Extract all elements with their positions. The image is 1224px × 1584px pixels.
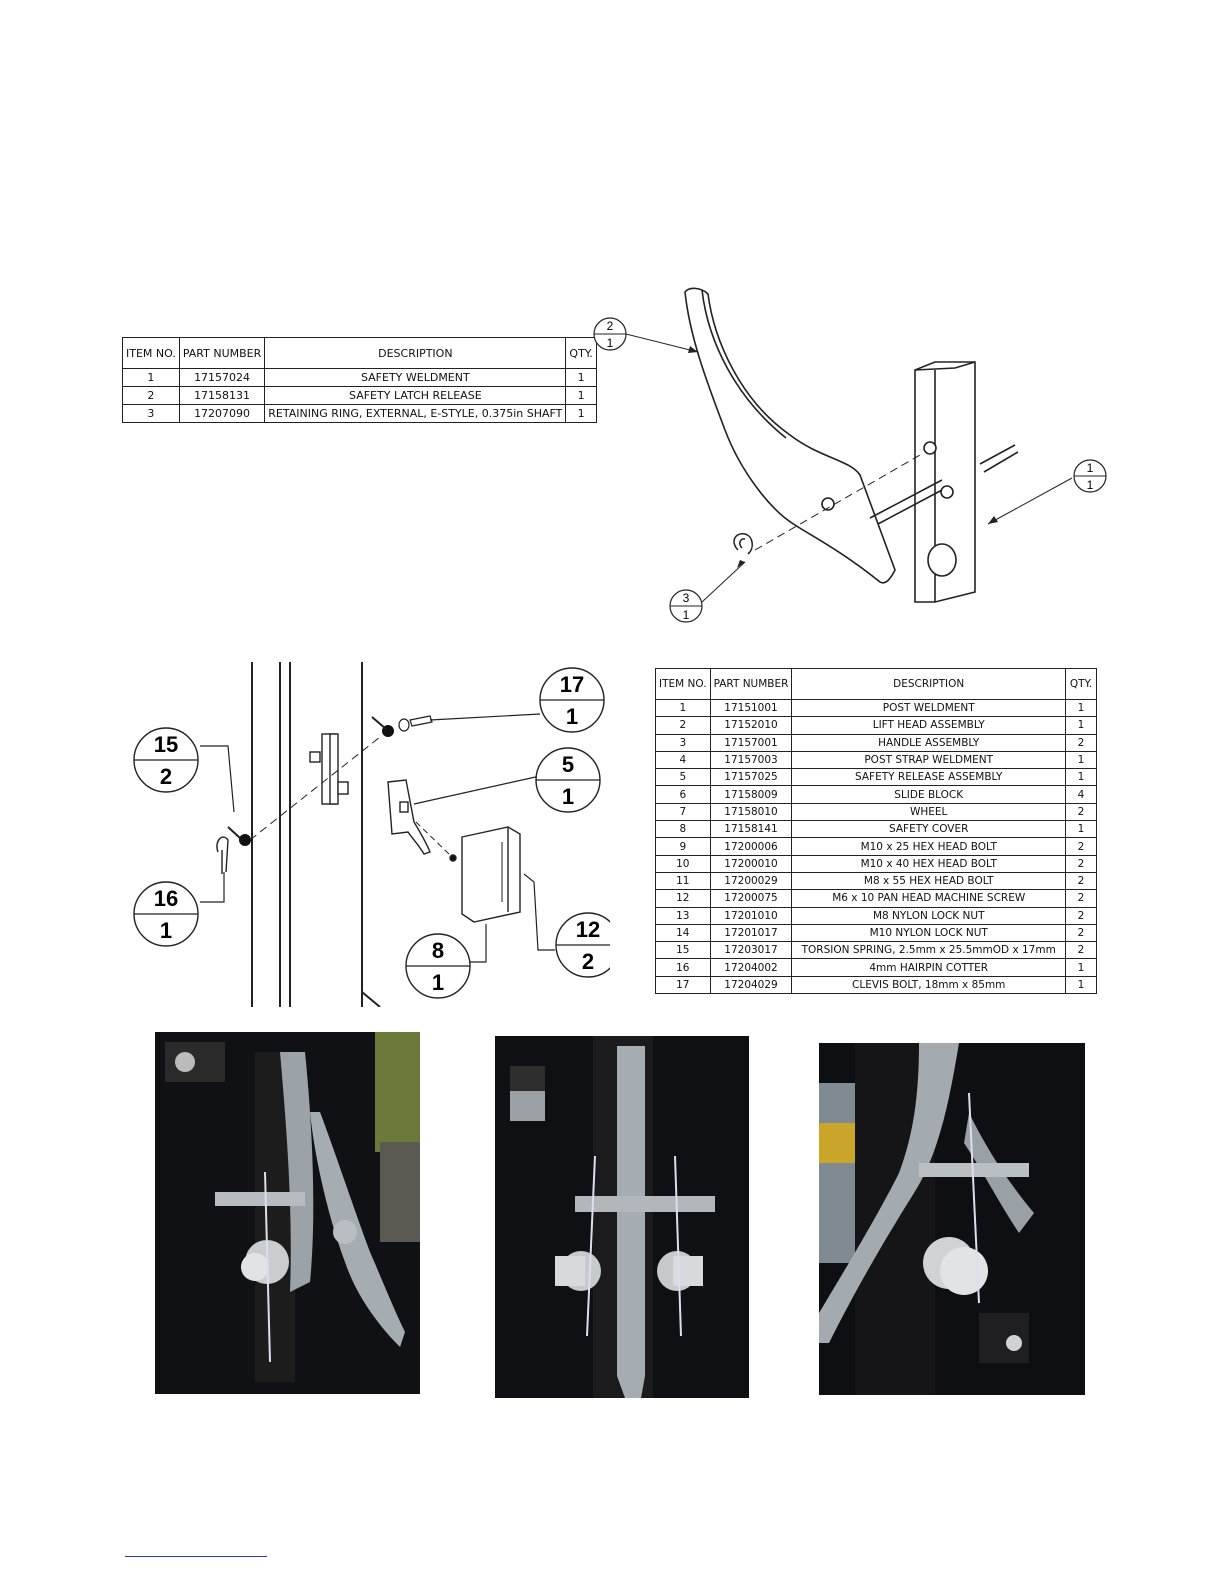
cell-item-no: 6 — [656, 786, 711, 803]
safety-cover-part — [450, 827, 520, 922]
cell-qty: 2 — [1066, 734, 1097, 751]
cell-part-number: 17158141 — [710, 821, 792, 838]
cell-description: M8 NYLON LOCK NUT — [792, 907, 1066, 924]
cell-description: CLEVIS BOLT, 18mm x 85mm — [792, 976, 1066, 993]
cell-item-no: 5 — [656, 769, 711, 786]
cell-item-no: 13 — [656, 907, 711, 924]
table-row — [656, 786, 1097, 803]
safety-latch-photo-right — [819, 1043, 1085, 1395]
cell-qty: 2 — [1066, 803, 1097, 820]
cell-qty: 1 — [566, 369, 596, 387]
table-row — [656, 872, 1097, 889]
cell-item-no: 15 — [656, 942, 711, 959]
cell-qty: 1 — [1066, 976, 1097, 993]
balloon-item-1 — [1074, 460, 1106, 492]
cell-description: TORSION SPRING, 2.5mm x 25.5mmOD x 17mm — [792, 942, 1066, 959]
cell-qty: 1 — [1066, 821, 1097, 838]
cell-part-number: 17158131 — [179, 387, 264, 405]
table-row — [656, 855, 1097, 872]
cell-part-number: 17207090 — [179, 405, 264, 423]
footer-rule — [125, 1556, 267, 1557]
bom-table-safety-assembly — [122, 337, 597, 423]
table-row — [656, 734, 1097, 751]
cell-description: M6 x 10 PAN HEAD MACHINE SCREW — [792, 890, 1066, 907]
column-header-description: DESCRIPTION — [265, 338, 566, 369]
cell-qty: 4 — [1066, 786, 1097, 803]
cell-qty: 1 — [1066, 717, 1097, 734]
svg-text:5: 5 — [561, 752, 575, 777]
column-header-item-no: ITEM NO. — [656, 669, 711, 700]
svg-text:12: 12 — [575, 917, 601, 942]
cell-item-no: 3 — [656, 734, 711, 751]
svg-text:8: 8 — [431, 938, 445, 963]
table-row — [656, 838, 1097, 855]
svg-text:1: 1 — [159, 918, 173, 943]
cell-part-number: 17200075 — [710, 890, 792, 907]
cell-description: POST STRAP WELDMENT — [792, 751, 1066, 768]
cell-qty: 1 — [566, 387, 596, 405]
cell-qty: 2 — [1066, 907, 1097, 924]
svg-text:15: 15 — [153, 732, 179, 757]
cell-description: M10 NYLON LOCK NUT — [792, 924, 1066, 941]
exploded-view-safety-latch — [590, 280, 1130, 630]
post-outline — [252, 662, 380, 1007]
table-row — [656, 821, 1097, 838]
svg-text:1: 1 — [1086, 478, 1094, 492]
column-header-part-number: PART NUMBER — [179, 338, 264, 369]
cell-part-number: 17200010 — [710, 855, 792, 872]
balloon-item-8 — [406, 934, 470, 998]
cell-item-no: 16 — [656, 959, 711, 976]
cell-item-no: 10 — [656, 855, 711, 872]
table-header-row — [123, 338, 597, 369]
cell-qty: 2 — [1066, 872, 1097, 889]
cell-part-number: 17203017 — [710, 942, 792, 959]
cell-part-number: 17157024 — [179, 369, 264, 387]
cell-description: SLIDE BLOCK — [792, 786, 1066, 803]
table-header-row — [656, 669, 1097, 700]
svg-text:2: 2 — [159, 764, 173, 789]
cell-item-no: 8 — [656, 821, 711, 838]
cell-item-no: 12 — [656, 890, 711, 907]
svg-text:1: 1 — [1086, 461, 1094, 475]
cell-item-no: 3 — [123, 405, 180, 423]
balloon-item-17 — [540, 668, 604, 732]
cell-description: SAFETY WELDMENT — [265, 369, 566, 387]
cell-part-number: 17158010 — [710, 803, 792, 820]
table-row — [656, 976, 1097, 993]
cell-description: M10 x 25 HEX HEAD BOLT — [792, 838, 1066, 855]
cell-description: RETAINING RING, EXTERNAL, E-STYLE, 0.375in SHAFT — [265, 405, 566, 423]
cell-qty: 1 — [1066, 751, 1097, 768]
safety-latch-photo-left — [155, 1032, 420, 1394]
cell-description: M10 x 40 HEX HEAD BOLT — [792, 855, 1066, 872]
cell-part-number: 17200006 — [710, 838, 792, 855]
cell-part-number: 17157001 — [710, 734, 792, 751]
exploded-view-safety-release-install — [130, 662, 610, 1007]
table-row — [656, 907, 1097, 924]
cell-qty: 1 — [1066, 769, 1097, 786]
column-header-qty: QTY. — [566, 338, 596, 369]
balloon-item-15 — [134, 728, 198, 792]
cell-description: SAFETY RELEASE ASSEMBLY — [792, 769, 1066, 786]
balloon-item-16 — [134, 882, 198, 946]
cell-item-no: 14 — [656, 924, 711, 941]
table-row — [656, 890, 1097, 907]
svg-text:3: 3 — [682, 591, 690, 605]
cell-item-no: 2 — [656, 717, 711, 734]
table-row — [656, 717, 1097, 734]
retaining-ring-part — [734, 534, 752, 554]
cell-item-no: 1 — [656, 700, 711, 717]
table-row — [656, 769, 1097, 786]
safety-latch-release-part — [685, 288, 895, 582]
cell-description: HANDLE ASSEMBLY — [792, 734, 1066, 751]
svg-text:2: 2 — [606, 319, 614, 333]
cell-item-no: 1 — [123, 369, 180, 387]
svg-text:16: 16 — [153, 886, 179, 911]
post-bracket-part — [310, 734, 348, 804]
table-row — [656, 751, 1097, 768]
bom-table-full-assembly — [655, 668, 1097, 994]
clevis-bolt-part — [372, 716, 432, 737]
svg-text:17: 17 — [559, 672, 585, 697]
cell-part-number: 17151001 — [710, 700, 792, 717]
svg-text:2: 2 — [581, 949, 595, 974]
table-row — [123, 369, 597, 387]
svg-text:1: 1 — [682, 608, 690, 622]
balloon-item-2 — [594, 318, 626, 350]
column-header-part-number: PART NUMBER — [710, 669, 792, 700]
cell-description: M8 x 55 HEX HEAD BOLT — [792, 872, 1066, 889]
balloon-item-3 — [670, 590, 702, 622]
cell-item-no: 4 — [656, 751, 711, 768]
cell-item-no: 2 — [123, 387, 180, 405]
table-row — [123, 405, 597, 423]
balloon-item-12 — [556, 913, 610, 977]
cell-part-number: 17200029 — [710, 872, 792, 889]
column-header-description: DESCRIPTION — [792, 669, 1066, 700]
svg-text:1: 1 — [606, 336, 614, 350]
cell-qty: 1 — [566, 405, 596, 423]
cell-qty: 2 — [1066, 855, 1097, 872]
cell-item-no: 17 — [656, 976, 711, 993]
cell-item-no: 7 — [656, 803, 711, 820]
table-row — [656, 700, 1097, 717]
cell-description: LIFT HEAD ASSEMBLY — [792, 717, 1066, 734]
cell-part-number: 17152010 — [710, 717, 792, 734]
table-row — [656, 959, 1097, 976]
column-header-qty: QTY. — [1066, 669, 1097, 700]
cell-description: SAFETY COVER — [792, 821, 1066, 838]
table-row — [656, 942, 1097, 959]
cell-description: POST WELDMENT — [792, 700, 1066, 717]
cell-qty: 2 — [1066, 924, 1097, 941]
cell-qty: 2 — [1066, 838, 1097, 855]
cell-item-no: 11 — [656, 872, 711, 889]
cell-qty: 1 — [1066, 700, 1097, 717]
balloon-item-5 — [536, 748, 600, 812]
table-row — [656, 924, 1097, 941]
torsion-spring-part — [217, 827, 251, 874]
table-row — [656, 803, 1097, 820]
cell-part-number: 17201017 — [710, 924, 792, 941]
cell-qty: 1 — [1066, 959, 1097, 976]
cell-description: SAFETY LATCH RELEASE — [265, 387, 566, 405]
cell-item-no: 9 — [656, 838, 711, 855]
svg-text:1: 1 — [431, 970, 445, 995]
safety-release-part — [388, 780, 430, 854]
cell-qty: 2 — [1066, 942, 1097, 959]
cell-qty: 2 — [1066, 890, 1097, 907]
safety-latch-photo-center — [495, 1036, 749, 1398]
cell-description: WHEEL — [792, 803, 1066, 820]
column-header-item-no: ITEM NO. — [123, 338, 180, 369]
cell-part-number: 17158009 — [710, 786, 792, 803]
svg-text:1: 1 — [561, 784, 575, 809]
cell-description: 4mm HAIRPIN COTTER — [792, 959, 1066, 976]
cell-part-number: 17157025 — [710, 769, 792, 786]
cell-part-number: 17157003 — [710, 751, 792, 768]
svg-text:1: 1 — [565, 704, 579, 729]
cell-part-number: 17204002 — [710, 959, 792, 976]
table-row — [123, 387, 597, 405]
cell-part-number: 17204029 — [710, 976, 792, 993]
cell-part-number: 17201010 — [710, 907, 792, 924]
